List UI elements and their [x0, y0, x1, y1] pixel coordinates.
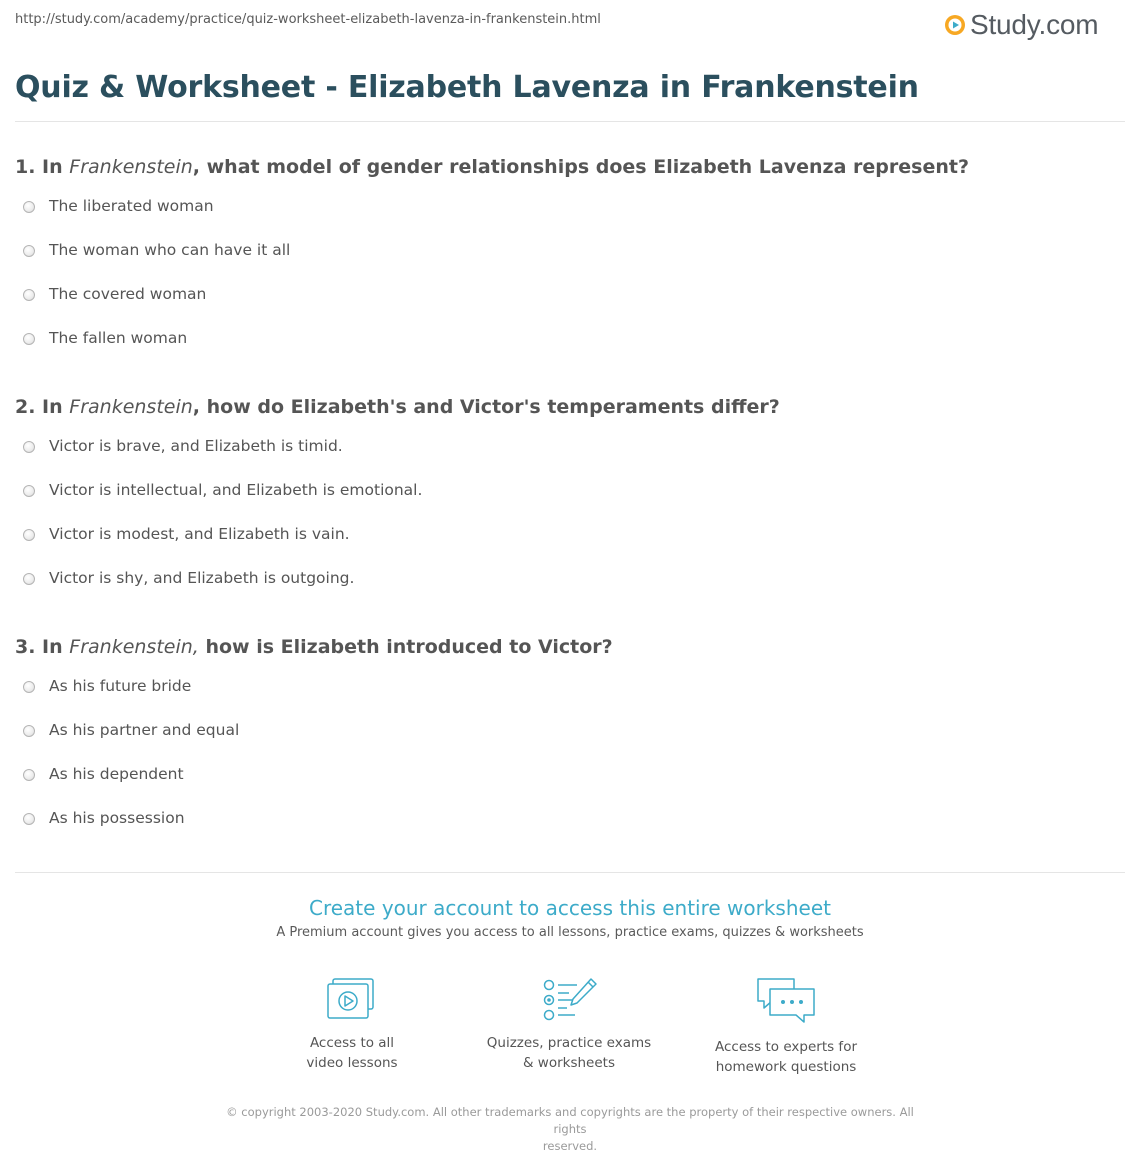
answer-label: Victor is shy, and Elizabeth is outgoing. [49, 569, 355, 587]
question-rest: how is Elizabeth introduced to Victor? [198, 636, 613, 658]
radio-button[interactable] [23, 681, 35, 693]
answer-option[interactable] [15, 719, 1125, 763]
feature-label-line: & worksheets [522, 1055, 615, 1071]
radio-button[interactable] [23, 573, 35, 585]
answer-label: Victor is brave, and Elizabeth is timid. [49, 437, 343, 455]
answer-option[interactable] [15, 763, 1125, 807]
answer-list [15, 195, 1125, 371]
page-title: Quiz & Worksheet - Elizabeth Lavenza in Frankenstein [15, 70, 919, 105]
question-text [15, 392, 1125, 422]
answer-option[interactable] [15, 523, 1125, 567]
question-text [15, 632, 1125, 662]
study-logo[interactable] [944, 8, 1098, 42]
answer-label: As his possession [49, 809, 185, 827]
question-rest: , what model of gender relationships does Elizabeth Lavenza represent? [192, 156, 969, 178]
answer-option[interactable] [15, 283, 1125, 327]
feature-label [686, 1037, 886, 1077]
question-italic-title: Frankenstein [69, 396, 193, 418]
radio-button[interactable] [23, 725, 35, 737]
cta-title-link[interactable]: Create your account to access this entire worksheet [309, 896, 831, 920]
play-circle-icon [944, 14, 966, 36]
video-lessons-icon [325, 975, 379, 1023]
answer-option[interactable] [15, 195, 1125, 239]
feature-label-line: homework questions [715, 1059, 857, 1075]
answer-option[interactable] [15, 435, 1125, 479]
page-url: http://study.com/academy/practice/quiz-worksheet-elizabeth-lavenza-in-frankenstein.html [15, 12, 601, 27]
logo-text: Study.com [970, 9, 1099, 40]
radio-button[interactable] [23, 769, 35, 781]
content-divider [15, 872, 1125, 873]
feature-experts [686, 975, 886, 1077]
answer-label: As his partner and equal [49, 721, 240, 739]
answer-label: The woman who can have it all [49, 241, 291, 259]
chat-bubbles-icon [754, 975, 818, 1027]
radio-button[interactable] [23, 441, 35, 453]
question-1 [15, 152, 1125, 371]
question-text [15, 152, 1125, 182]
question-italic-title: Frankenstein, [69, 636, 199, 658]
radio-button[interactable] [23, 289, 35, 301]
answer-label: As his future bride [49, 677, 192, 695]
answer-label: The fallen woman [49, 329, 188, 347]
question-number: 2. In [15, 396, 70, 418]
quiz-checklist-icon [539, 975, 599, 1023]
answer-list [15, 675, 1125, 851]
feature-label-line: Access to experts for [714, 1039, 857, 1055]
answer-option[interactable] [15, 239, 1125, 283]
top-bar [0, 0, 1140, 50]
question-3 [15, 632, 1125, 851]
question-2 [15, 392, 1125, 611]
feature-label [252, 1033, 452, 1073]
copyright-line: reserved. [542, 1139, 598, 1153]
answer-label: The liberated woman [49, 197, 214, 215]
question-number: 3. In [15, 636, 70, 658]
radio-button[interactable] [23, 245, 35, 257]
feature-label-line: Access to all [309, 1035, 395, 1051]
answer-option[interactable] [15, 807, 1125, 851]
title-divider [15, 121, 1125, 122]
signup-cta [0, 893, 1140, 940]
radio-button[interactable] [23, 333, 35, 345]
question-rest: , how do Elizabeth's and Victor's temperaments differ? [192, 396, 780, 418]
answer-list [15, 435, 1125, 611]
answer-option[interactable] [15, 567, 1125, 611]
cta-subtitle: A Premium account gives you access to all lessons, practice exams, quizzes & worksheets [276, 925, 864, 940]
feature-quizzes [469, 975, 669, 1073]
radio-button[interactable] [23, 813, 35, 825]
feature-label-line: video lessons [306, 1055, 398, 1071]
feature-label [469, 1033, 669, 1073]
answer-label: Victor is intellectual, and Elizabeth is emotional. [49, 481, 423, 499]
answer-label: As his dependent [49, 765, 184, 783]
answer-option[interactable] [15, 675, 1125, 719]
answer-label: The covered woman [49, 285, 207, 303]
radio-button[interactable] [23, 529, 35, 541]
answer-option[interactable] [15, 479, 1125, 523]
question-number: 1. In [15, 156, 70, 178]
feature-video-lessons [252, 975, 452, 1073]
feature-label-line: Quizzes, practice exams [486, 1035, 652, 1051]
radio-button[interactable] [23, 201, 35, 213]
copyright-footer [210, 1104, 930, 1155]
answer-option[interactable] [15, 327, 1125, 371]
radio-button[interactable] [23, 485, 35, 497]
answer-label: Victor is modest, and Elizabeth is vain. [49, 525, 350, 543]
premium-features [0, 975, 1140, 1085]
question-italic-title: Frankenstein [69, 156, 193, 178]
copyright-line: © copyright 2003-2020 Study.com. All other trademarks and copyrights are the property of their respective owners. All rights [226, 1105, 914, 1136]
